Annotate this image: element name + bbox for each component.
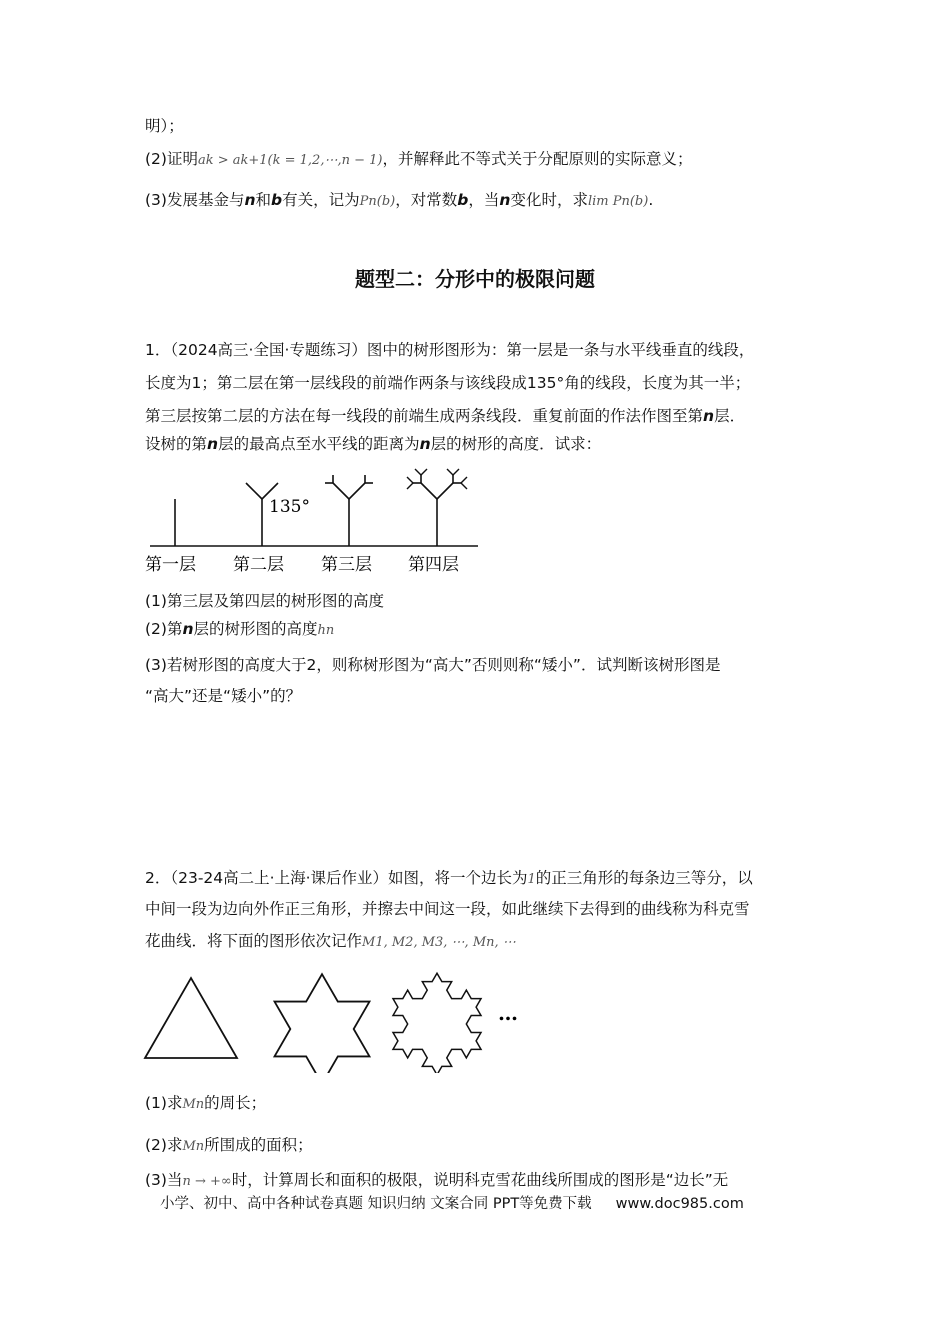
problem1-question-2: (2)第n层的树形图的高度hn	[145, 620, 335, 638]
star-shape	[275, 974, 370, 1073]
problem1-question-3a: (3)若树形图的高度大于2，则称树形图为“高大”否则则称“矮小”．试判断该树形图是	[145, 656, 721, 674]
problem2-line-2: 中间一段为边向外作正三角形，并擦去中间这一段，如此继续下去得到的曲线称为科克雪	[145, 900, 750, 918]
footer-site-link[interactable]: www.doc985.com	[615, 1196, 744, 1212]
level-label-2: 第二层	[233, 555, 284, 575]
koch-shape	[393, 973, 481, 1073]
level-label-1: 第一层	[145, 555, 196, 575]
angle-label: 135°	[269, 497, 310, 517]
problem1-line-1: 1．（2024高三·全国·专题练习）图中的树形图形为：第一层是一条与水平线垂直的线段，	[145, 341, 755, 359]
problem2-question-1: (1)求Mn的周长；	[145, 1094, 267, 1112]
footer: 小学、初中、高中各种试卷真题 知识归纳 文案合同 PPT等免费下载 www.doc985.com	[160, 1196, 744, 1212]
koch-snowflake-figure	[140, 958, 540, 1073]
problem1-line-2: 长度为1；第二层在第一层线段的前端作两条与该线段成135°角的线段，长度为其一半；	[145, 374, 751, 392]
prev-question-3: (3)发展基金与n和b有关，记为Pn(b)，对常数b，当n变化时，求lim Pn(b).	[145, 191, 654, 209]
section-title: 题型二：分形中的极限问题	[355, 267, 595, 291]
inequality-formula: ak > ak+1(k = 1,2,⋯,n − 1)	[197, 153, 383, 168]
tree-figure	[140, 455, 490, 580]
ellipsis: …	[498, 1001, 518, 1025]
level-label-3: 第三层	[321, 555, 372, 575]
problem2-question-2: (2)求Mn所围成的面积；	[145, 1136, 313, 1154]
problem1-line-4: 设树的第n层的最高点至水平线的距离为n层的树形的高度．试求：	[145, 435, 602, 453]
limit-formula: lim Pn(b)	[587, 194, 649, 209]
problem2-question-3: (3)当n → +∞时，计算周长和面积的极限，说明科克雪花曲线所围成的图形是“边长”无	[145, 1171, 729, 1189]
problem1-line-3: 第三层按第二层的方法在每一线段的前端生成两条线段．重复前面的作法作图至第n层．	[145, 407, 746, 425]
problem1-question-1: (1)第三层及第四层的树形图的高度	[145, 592, 384, 610]
problem1-question-3b: “高大”还是“矮小”的？	[145, 687, 302, 705]
prev-question-2: (2)证明ak > ak+1(k = 1,2,⋯,n − 1)，并解释此不等式关于分配原则的实际意义；	[145, 150, 693, 168]
problem2-line-1: 2．（23-24高二上·上海·课后作业）如图，将一个边长为1的正三角形的每条边三等分，以	[145, 869, 753, 887]
problem2-line-3: 花曲线．将下面的图形依次记作M1, M2, M3, ⋯, Mn, ⋯	[145, 932, 516, 950]
level-label-4: 第四层	[408, 555, 459, 575]
prev-line-1: 明）；	[145, 117, 184, 135]
